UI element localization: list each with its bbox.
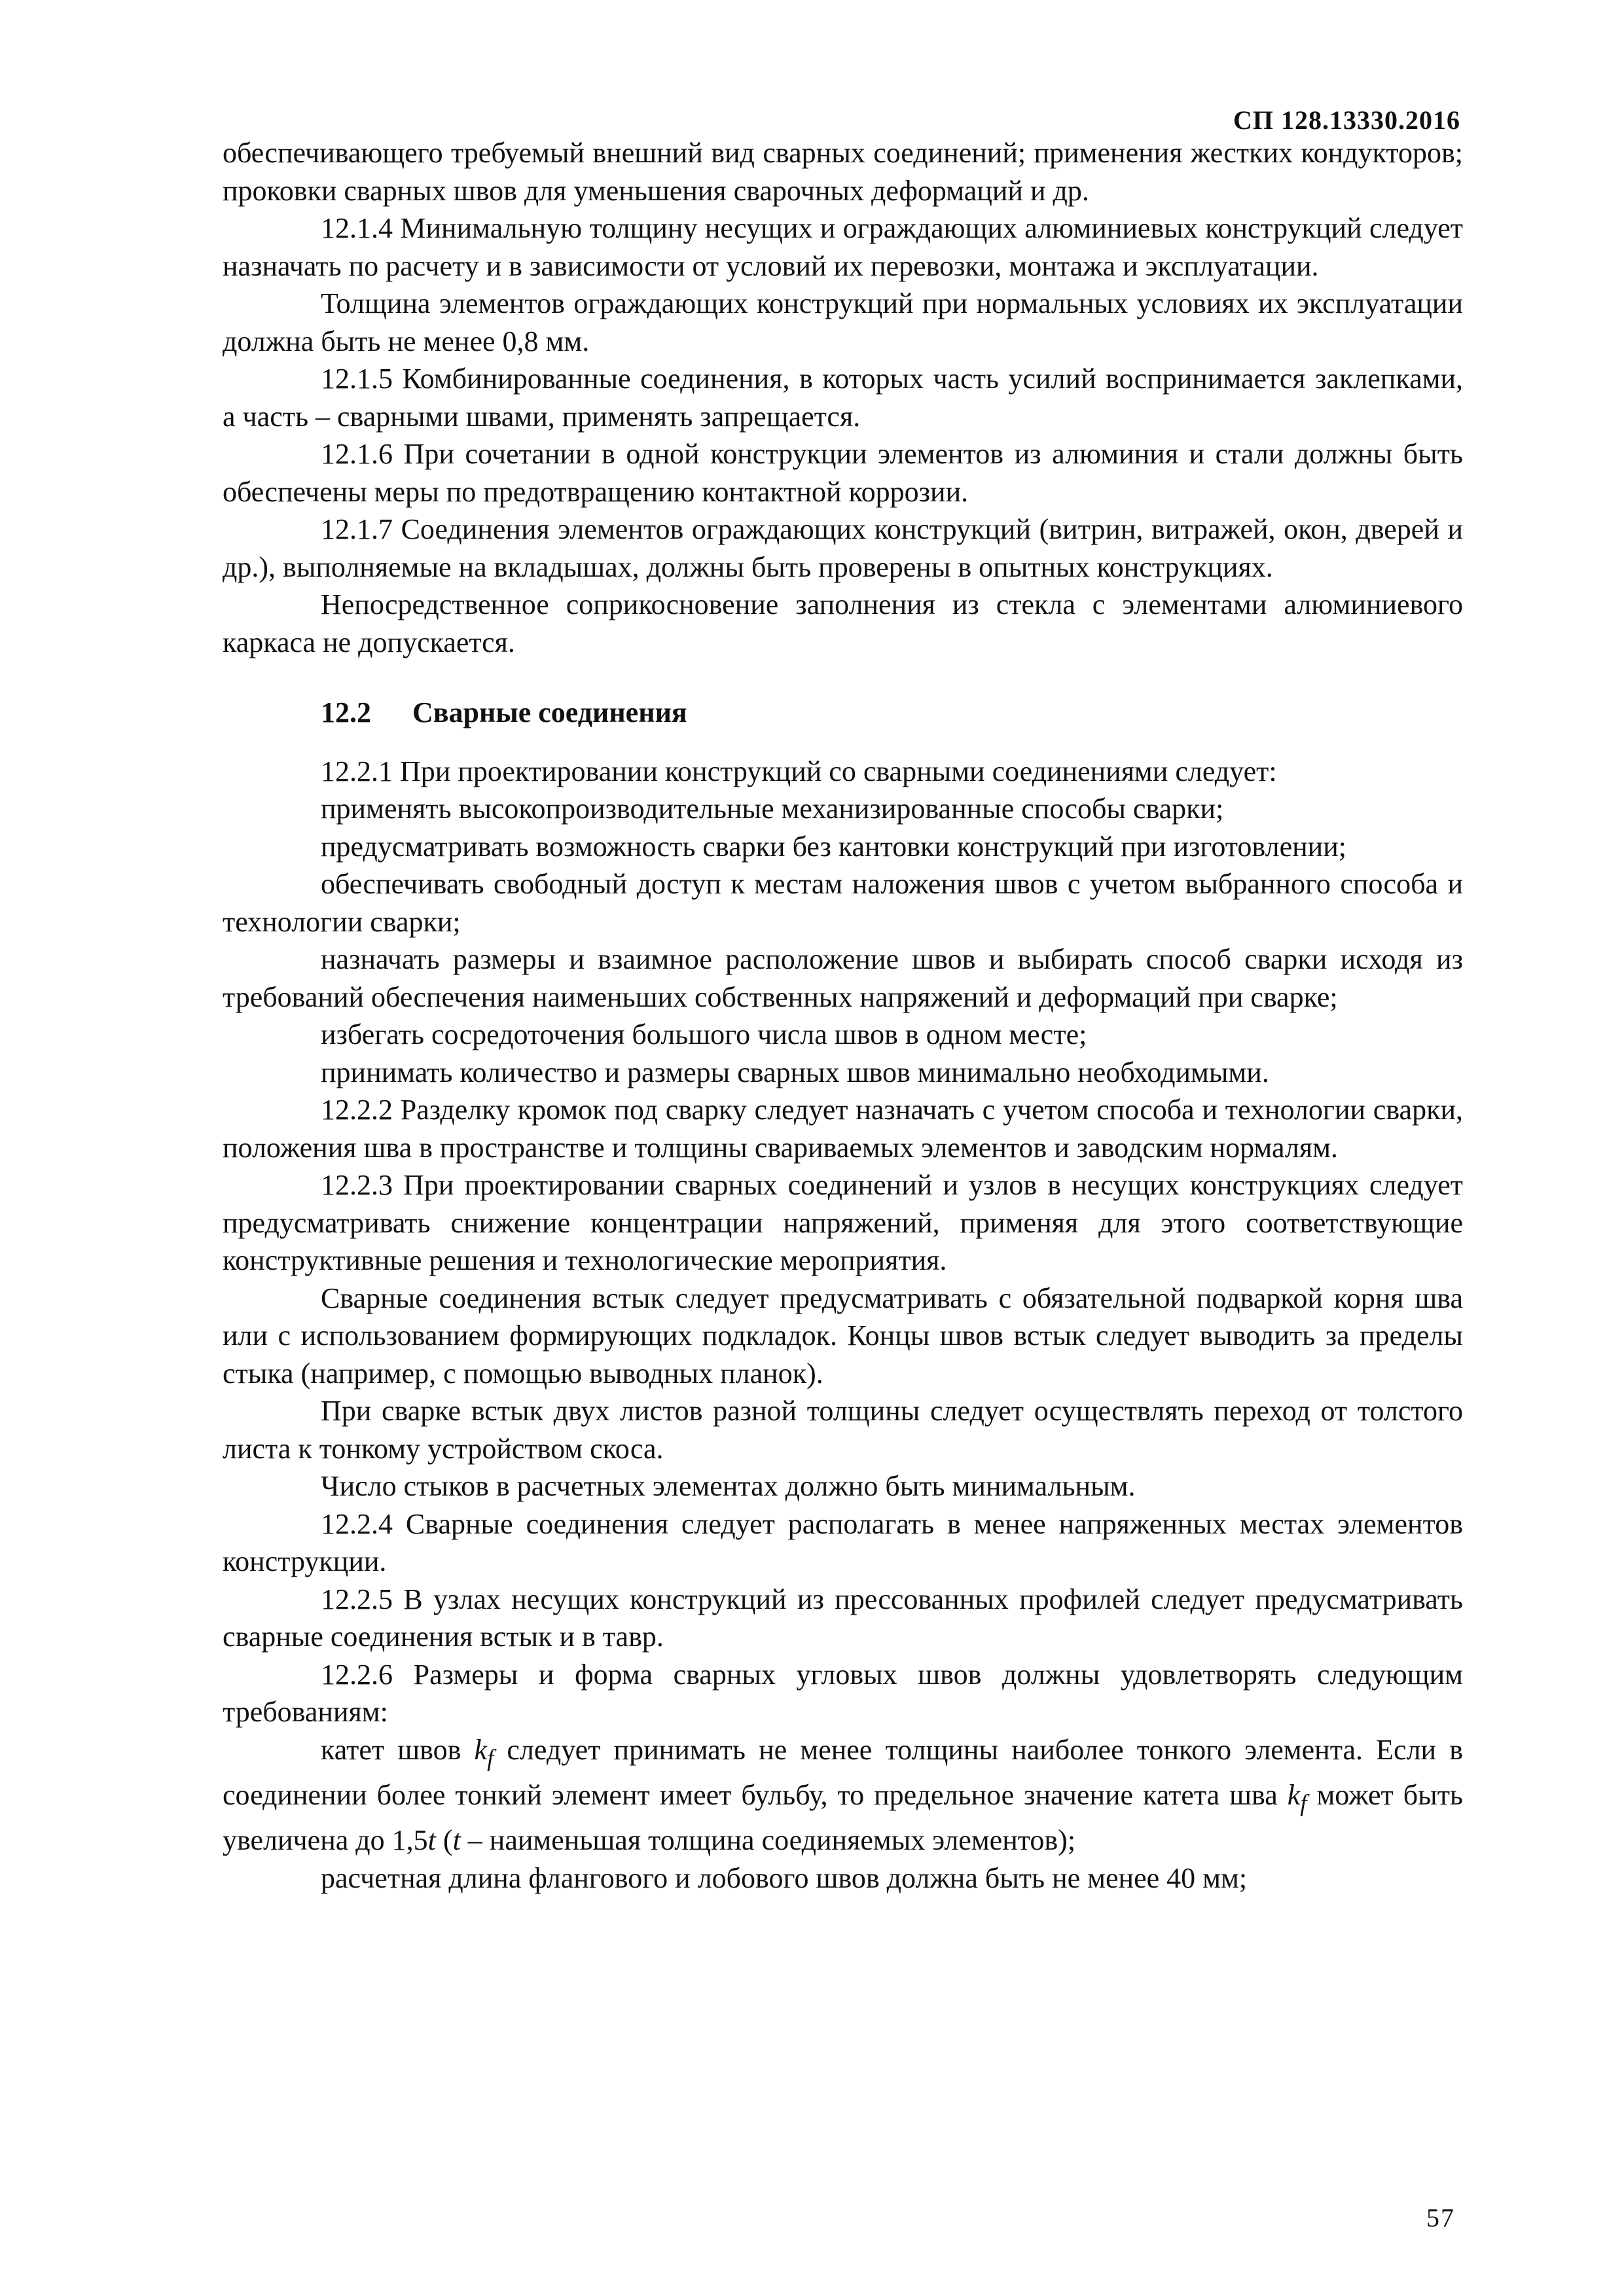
paragraph-12-2-1: 12.2.1 При проектировании конструкций со сварными соединениями следует:	[321, 755, 1277, 787]
paragraph-12-2-2: 12.2.2 Разделку кромок под сварку следует назначать с учетом способа и технологии сварки, положения шва в пространстве и толщины свариваемых элементов и заводским нормалям.	[223, 1094, 1463, 1164]
list-item: принимать количество и размеры сварных швов минимально необходимыми.	[321, 1056, 1269, 1088]
paragraph-12-1-4: 12.1.4 Минимальную толщину несущих и ограждающих алюминиевых конструкций следует назначать по расчету и в зависимости от условий их перевозки, монтажа и эксплуатации.	[223, 212, 1463, 282]
paragraph: обеспечивающего требуемый внешний вид сварных соединений; применения жестких кондукторов; проковки сварных швов для уменьшения сварочных деформаций и др.	[223, 137, 1463, 207]
document-body	[223, 134, 1463, 1897]
paragraph-12-2-5: 12.2.5 В узлах несущих конструкций из прессованных профилей следует предусматривать сварные соединения встык и в тавр.	[223, 1583, 1463, 1653]
paragraph-12-1-6: 12.1.6 При сочетании в одной конструкции элементов из алюминия и стали должны быть обеспечены меры по предотвращению контактной коррозии.	[223, 438, 1463, 508]
paragraph-12-2-6: 12.2.6 Размеры и форма сварных угловых швов должны удовлетворять следующим требованиям:	[223, 1658, 1463, 1728]
paragraph: Число стыков в расчетных элементах должно быть минимальным.	[321, 1470, 1136, 1502]
list-item: назначать размеры и взаимное расположение швов и выбирать способ сварки исходя из требований обеспечения наименьших собственных напряжений и деформаций при сварке;	[223, 943, 1463, 1013]
list-item: применять высокопроизводительные механизированные способы сварки;	[321, 793, 1224, 825]
list-item: предусматривать возможность сварки без кантовки конструкций при изготовлении;	[321, 830, 1346, 863]
paragraph-12-2-3: 12.2.3 При проектировании сварных соединений и узлов в несущих конструкциях следует предусматривать снижение концентрации напряжений, применяя для этого соответствующие конструктивные решения и технологические мероприятия.	[223, 1169, 1463, 1276]
paragraph: Непосредственное соприкосновение заполнения из стекла с элементами алюминиевого каркаса не допускается.	[223, 588, 1463, 658]
list-item: обеспечивать свободный доступ к местам наложения швов с учетом выбранного способа и технологии сварки;	[223, 868, 1463, 938]
paragraph: Сварные соединения встык следует предусматривать с обязательной подваркой корня шва или с использованием формирующих подкладок. Концы швов встык следует выводить за пределы стыка (например, с помощью выводных планок).	[223, 1282, 1463, 1390]
paragraph-12-2-4: 12.2.4 Сварные соединения следует располагать в менее напряженных местах элементов конструкции.	[223, 1507, 1463, 1577]
section-title: Сварные соединения	[412, 696, 687, 728]
section-heading	[223, 694, 1463, 732]
list-item: расчетная длина флангового и лобового швов должна быть не менее 40 мм;	[321, 1861, 1248, 1894]
document-code-header: СП 128.13330.2016	[1233, 105, 1460, 135]
paragraph: При сварке встык двух листов разной толщины следует осуществлять переход от толстого листа к тонкому устройством скоса.	[223, 1395, 1463, 1465]
paragraph-12-1-7: 12.1.7 Соединения элементов ограждающих конструкций (витрин, витражей, окон, дверей и др.), выполняемые на вкладышах, должны быть проверены в опытных конструкциях.	[223, 513, 1463, 583]
section-number: 12.2	[321, 696, 371, 728]
kf-paragraph: катет швов $k_f$ следует принимать не менее толщины наиболее тонкого элемента. Если в соединении более тонкий элемент имеет бульбу, то предельное значение катета шва $k_f$ может быть увеличена до 1,5t (t – наименьшая толщина соединяемых элементов);	[223, 1733, 1464, 1857]
list-item: избегать сосредоточения большого числа швов в одном месте;	[321, 1018, 1087, 1050]
paragraph: Толщина элементов ограждающих конструкций при нормальных условиях их эксплуатации должна быть не менее 0,8 мм.	[223, 287, 1463, 357]
page-number: 57	[1426, 2203, 1455, 2233]
paragraph-12-1-5: 12.1.5 Комбинированные соединения, в которых часть усилий воспринимается заклепками, а часть – сварными швами, применять запрещается.	[223, 363, 1463, 433]
